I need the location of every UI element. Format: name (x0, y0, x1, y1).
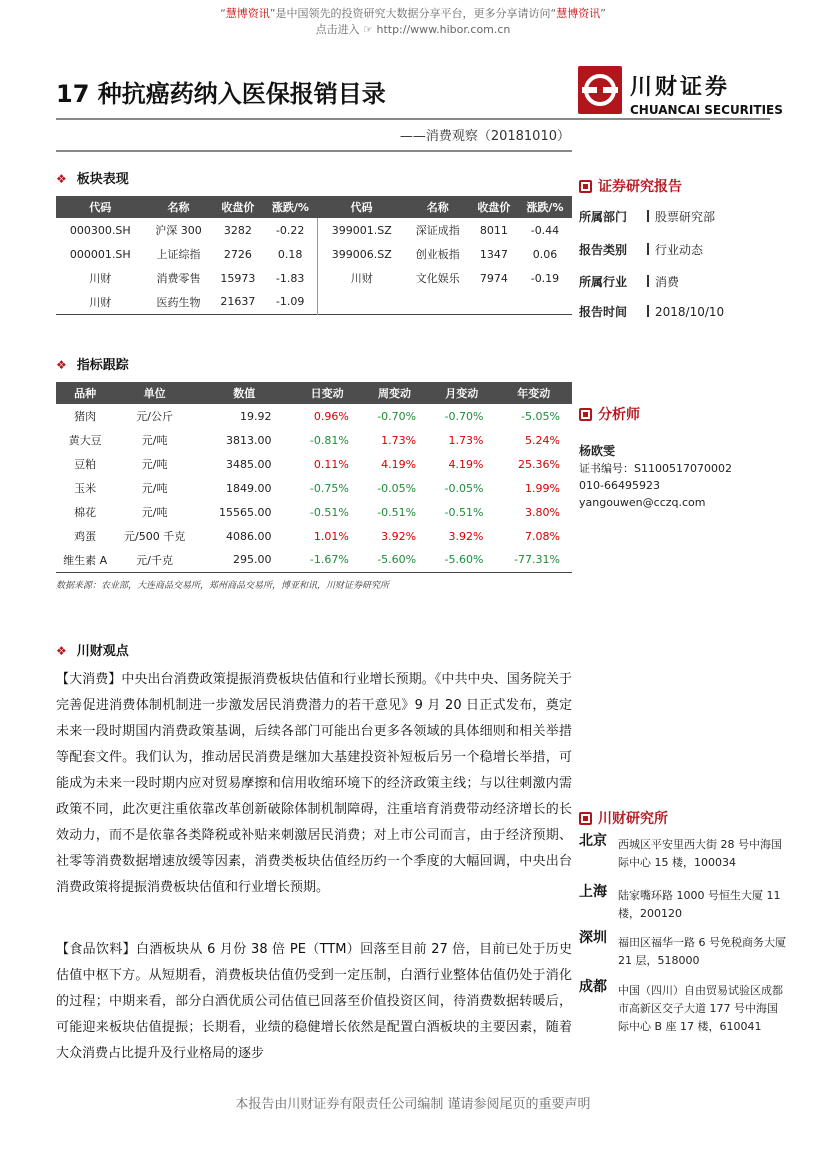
report-type: 报告类别 行业动态 (579, 243, 704, 257)
cell: 0.18 (263, 242, 317, 266)
cell: 1.99% (525, 481, 560, 495)
paragraph-consumption: 【大消费】中央出台消费政策提振消费板块估值和行业增长预期。《中共中央、国务院关于完善促进消费体制机制进一步激发居民消费潜力的若干意见》9 月 20 日正式发布，奠定未来一段时期国内消费政策基调，后续各部门可能出台更多各领域的具体细则和相关举措等配套文件。我们认为，推动居民消费是继加大基建投资补短板后另一个稳增长举措，可能成为未来一段时期内应对贸易摩擦和信用收缩环境下的经济政策主线；与以往刺激内需政策不同，此次更注重依靠改革创新破除体制机制障碍，注重培育消费带动经济增长的长效动力，而不是依靠各类降税或补贴来刺激居民消费；对上市公司而言，由于经济预期、社零等消费数据增速放缓等因素，消费类板块估值经历约一个季度的大幅回调，中央出台消费政策将提振消费板块估值和行业增长预期。 (56, 672, 572, 895)
cell: 4.19% (381, 457, 417, 471)
table-row (56, 524, 572, 548)
col-value: 数值 (195, 382, 293, 404)
cell: 元/吨 (141, 482, 168, 495)
cell: 000001.SH (69, 247, 131, 261)
cell: 2726 (223, 247, 252, 261)
institute-heading: 川财研究所 (579, 808, 668, 828)
cell (470, 290, 518, 314)
cell: -0.75% (309, 481, 349, 495)
col-change-2: 涨跌/% (518, 196, 572, 218)
cell: -0.05% (444, 481, 484, 495)
indicator-table-header (56, 382, 572, 404)
paragraph-food-beverage: 【食品饮料】白酒板块从 6 月份 38 倍 PE（TTM）回落至目前 27 倍，目前已处于历史估值中枢下方。从短期看，消费板块估值仍受到一定压制，白酒行业整体估值仍处于消化的过程；中期来看，部分白酒优质公司估值已回落至价值投资区间，待消费数据转暖后，可能迎来板块估值提振；长期看，业绩的稳健增长依然是配置白酒板块的主要因素，随着大众消费占比提升及行业格局的逐步 (56, 942, 572, 1061)
title-rule (56, 118, 770, 120)
diamond-icon: ❖ (56, 172, 67, 186)
cell: 创业板指 (415, 248, 460, 261)
banner-url[interactable]: http://www.hibor.com.cn (376, 23, 511, 36)
cell: 豆粕 (74, 458, 97, 471)
cell: 3.80% (525, 505, 560, 519)
cell: 399006.SZ (331, 247, 392, 261)
cell: 3.92% (381, 529, 417, 543)
cell: 0.96% (313, 409, 349, 423)
data-source-note: 数据来源：农业部，大连商品交易所，郑州商品交易所，博亚和讯，川财证券研究所 (56, 581, 390, 591)
cell: 15565.00 (219, 505, 272, 519)
cell: 元/吨 (141, 506, 168, 519)
cell: -5.05% (521, 409, 560, 423)
table-row (56, 428, 572, 452)
cell: 5.24% (525, 433, 560, 447)
cell: -0.19 (530, 271, 560, 285)
col-day-change: 日变动 (294, 382, 361, 404)
banner-quote-open: “ (220, 7, 226, 20)
report-dept: 所属部门 股票研究部 (579, 210, 716, 224)
report-date: 报告时间 2018/10/10 (579, 305, 725, 319)
cell: 7.08% (525, 529, 560, 543)
analyst-cert: 证书编号：S1100517070002 (579, 462, 732, 475)
col-name-2: 名称 (406, 196, 470, 218)
cell: 玉米 (74, 482, 97, 495)
cell: 7974 (479, 271, 508, 285)
office-addr-shanghai: 陆家嘴环路 1000 号恒生大厦 11 楼，200120 (618, 889, 781, 920)
cell: 1849.00 (226, 481, 272, 495)
cell: -0.51% (309, 505, 349, 519)
office-addr-shenzhen: 福田区福华一路 6 号免税商务大厦 21 层，518000 (618, 936, 786, 967)
banner-brand-2[interactable]: 慧博资讯 (556, 7, 601, 20)
cell (317, 290, 405, 314)
cell: -0.51% (444, 505, 484, 519)
analyst-name: 杨欧雯 (579, 444, 616, 458)
cell: 3813.00 (226, 433, 272, 447)
analyst-heading: 分析师 (579, 404, 640, 424)
cell: -5.60% (444, 553, 484, 567)
cell: 鸡蛋 (74, 530, 97, 543)
table-row (56, 500, 572, 524)
table-row (56, 548, 572, 572)
footer-disclaimer: 本报告由川财证券有限责任公司编制 谨请参阅尾页的重要声明 (235, 1097, 591, 1112)
report-subtitle: ——消费观察（20181010） (399, 129, 570, 144)
cell: 1347 (479, 247, 508, 261)
cell: -0.81% (309, 433, 349, 447)
banner-enter-label[interactable]: 点击进入 (315, 23, 360, 36)
cell: 猪肉 (74, 410, 97, 423)
col-code: 代码 (56, 196, 145, 218)
col-year-change: 年变动 (495, 382, 572, 404)
cell: -1.09 (263, 290, 317, 314)
cell: 1.73% (448, 433, 484, 447)
table-row (56, 218, 572, 242)
col-name: 名称 (145, 196, 213, 218)
cell: 295.00 (233, 553, 272, 567)
square-bullet-icon (579, 180, 592, 193)
cell: 上证综指 (156, 248, 201, 261)
analyst-phone: 010-66495923 (579, 479, 660, 492)
logo-cn-text: 川财证券 (630, 75, 731, 100)
col-close-2: 收盘价 (470, 196, 518, 218)
cell: 3485.00 (226, 457, 272, 471)
office-city-chengdu: 成都 (579, 979, 607, 995)
col-close: 收盘价 (212, 196, 263, 218)
sector-table-header (56, 196, 572, 218)
cell: -0.70% (444, 409, 484, 423)
square-bullet-icon (579, 408, 592, 421)
cell: -1.83 (263, 266, 317, 290)
col-unit: 单位 (114, 382, 195, 404)
office-city-shanghai: 上海 (579, 884, 607, 900)
cell: 0.11% (313, 457, 349, 471)
cell: 元/吨 (141, 434, 168, 447)
cell: 医药生物 (156, 295, 201, 309)
cell: -0.05% (377, 481, 417, 495)
pointer-icon: ☞ (363, 23, 373, 36)
cell: 3.92% (448, 529, 484, 543)
table-row (56, 452, 572, 476)
section-sector-heading: ❖ 板块表现 (56, 172, 129, 187)
col-month-change: 月变动 (428, 382, 495, 404)
cell: 19.92 (240, 409, 272, 423)
cell: 15973 (220, 271, 256, 285)
report-info-heading: 证券研究报告 (579, 176, 682, 196)
cell: 8011 (479, 223, 508, 237)
cell: 川财 (89, 272, 112, 285)
cell: 元/公斤 (136, 410, 173, 423)
logo-en-text: CHUANCAI SECURITIES (630, 103, 783, 117)
cell: 川财 (350, 272, 373, 285)
table-row (56, 404, 572, 428)
cell: -0.51% (377, 505, 417, 519)
cell: 399001.SZ (331, 223, 392, 237)
office-city-shenzhen: 深圳 (579, 930, 607, 946)
report-industry: 所属行业 消费 (579, 275, 680, 289)
col-item: 品种 (56, 382, 114, 404)
cell: 元/500 千克 (124, 530, 186, 543)
table-row (56, 476, 572, 500)
table-row (56, 266, 572, 290)
cell: 1.01% (313, 529, 349, 543)
section-indicator-heading: ❖ 指标跟踪 (56, 358, 129, 373)
cell: 21637 (220, 295, 256, 309)
cell: 元/千克 (136, 553, 173, 567)
square-bullet-icon (579, 812, 592, 825)
cell: 4086.00 (226, 529, 272, 543)
office-city-beijing: 北京 (579, 833, 607, 849)
cell: 深证成指 (415, 224, 460, 237)
diamond-icon: ❖ (56, 644, 67, 658)
cell: 25.36% (518, 457, 560, 471)
diamond-icon: ❖ (56, 358, 67, 372)
cell: -0.70% (377, 409, 417, 423)
cell: 0.06 (532, 247, 558, 261)
table-row (56, 242, 572, 266)
office-addr-chengdu: 中国（四川）自由贸易试验区成都市高新区交子大道 177 号中海国际中心 B 座 17 楼，610041 (618, 984, 783, 1033)
cell: -0.22 (263, 218, 317, 242)
cell: -1.67% (309, 553, 349, 567)
cell (406, 290, 470, 314)
subtitle-rule (56, 150, 572, 152)
banner-text: ”是中国领先的投资研究大数据分享平台，更多分享请访问“ (269, 7, 557, 20)
banner-quote-close: ” (600, 7, 606, 20)
cell: 000300.SH (69, 223, 131, 237)
cell (518, 290, 572, 314)
cell: 3282 (223, 223, 252, 237)
cell: -5.60% (377, 553, 417, 567)
cell: 沪深 300 (155, 224, 202, 237)
report-title: 17 种抗癌药纳入医保报销目录 (56, 80, 386, 108)
banner-link-row[interactable] (0, 22, 826, 38)
office-addr-beijing: 西城区平安里西大街 28 号中海国际中心 15 楼，100034 (618, 838, 782, 869)
col-code-2: 代码 (317, 196, 405, 218)
col-week-change: 周变动 (361, 382, 428, 404)
cell: 文化娱乐 (415, 272, 460, 285)
cell: 元/吨 (141, 458, 168, 471)
cell: 4.19% (448, 457, 484, 471)
cell: 棉花 (74, 506, 97, 519)
section-view-heading: ❖ 川财观点 (56, 644, 129, 659)
sector-table (56, 196, 572, 315)
table-row (56, 290, 572, 314)
cell: -0.44 (530, 223, 560, 237)
cell: 黄大豆 (68, 434, 102, 447)
cell: 1.73% (381, 433, 417, 447)
analyst-email[interactable]: yangouwen@cczq.com (579, 496, 706, 509)
chuancai-logo-icon (578, 66, 622, 114)
banner-brand[interactable]: 慧博资讯 (225, 7, 270, 20)
cell: 消费零售 (156, 272, 201, 285)
col-change: 涨跌/% (263, 196, 317, 218)
indicator-table (56, 382, 572, 573)
cell: -77.31% (514, 553, 560, 567)
top-banner (0, 6, 826, 38)
cell: 川财 (89, 295, 112, 309)
cell: 维生素 A (63, 553, 108, 567)
